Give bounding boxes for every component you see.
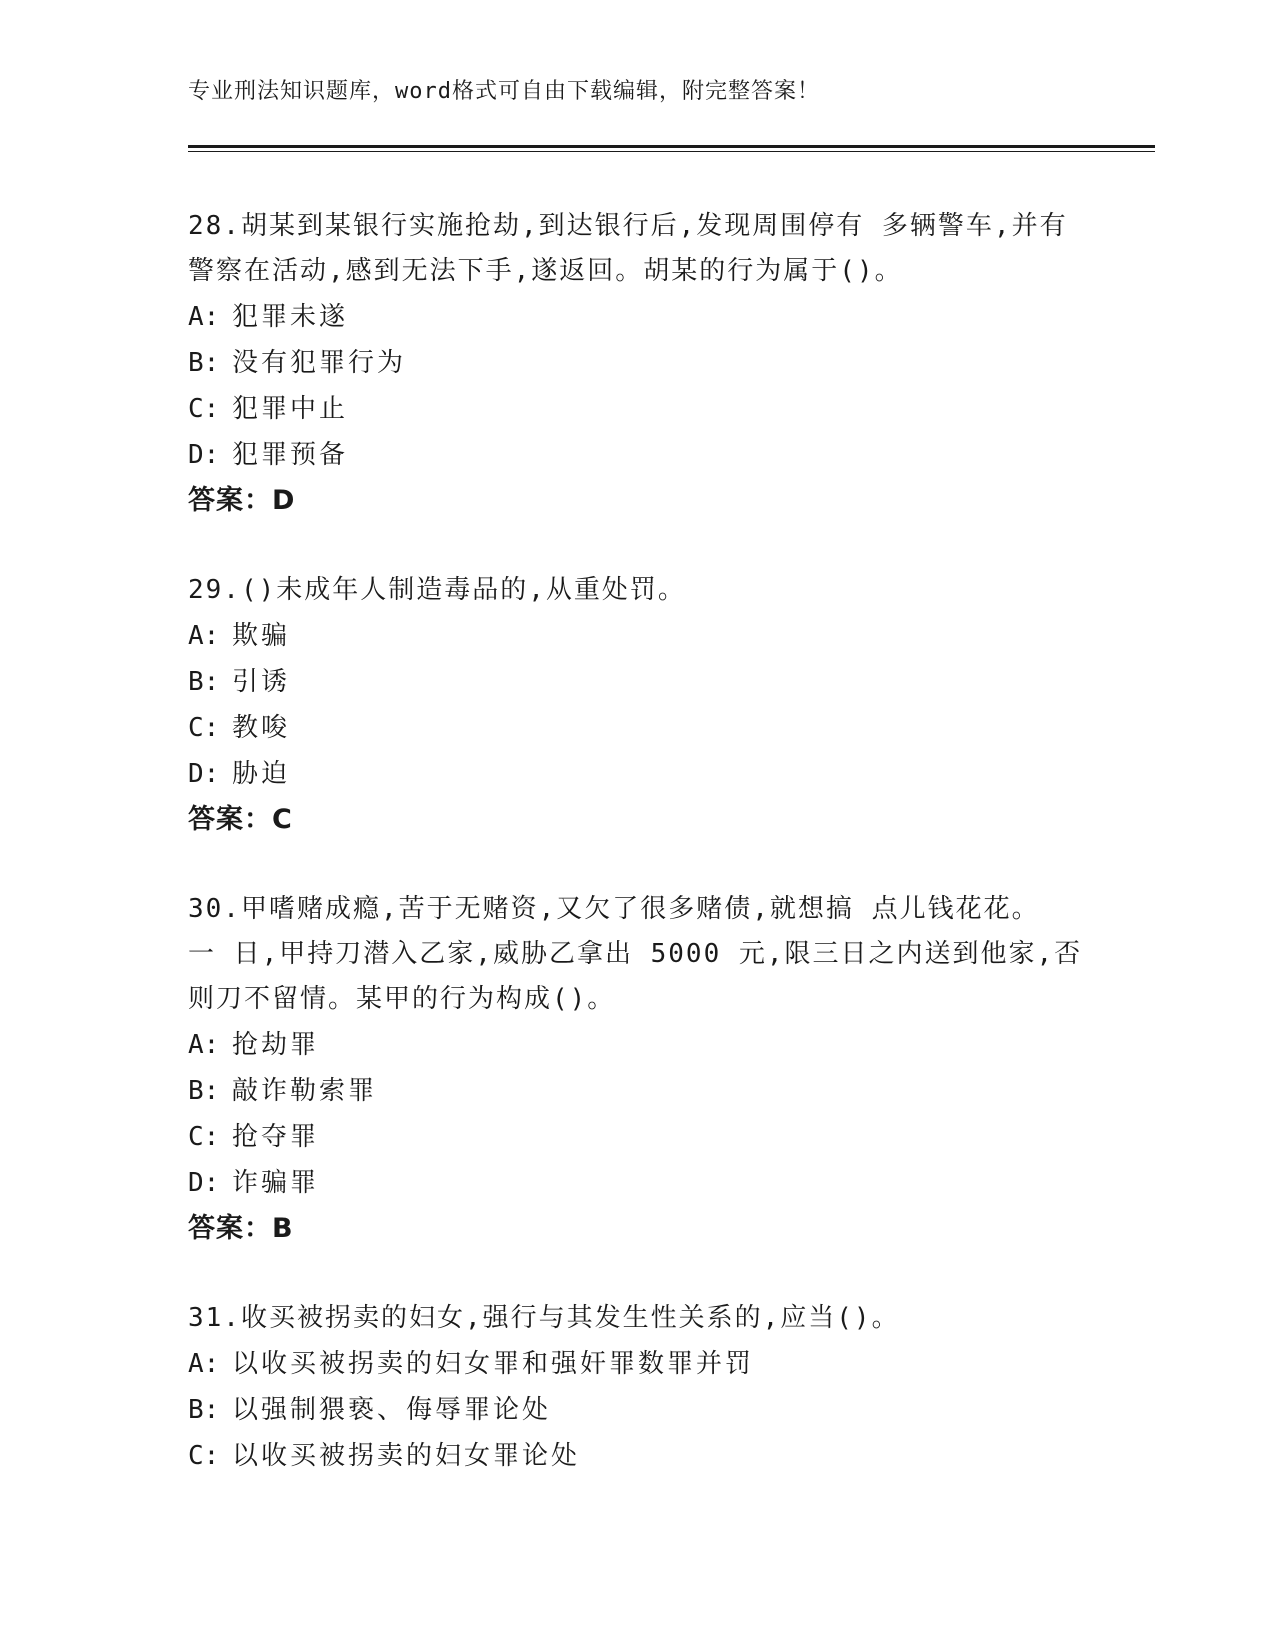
question-text: 30.甲嗜赌成瘾,苦于无赌资,又欠了很多赌债,就想搞 点儿钱花花。 <box>188 894 1040 924</box>
answer-line: 答案：C <box>188 804 293 835</box>
option-letter: B: <box>188 348 220 378</box>
option-text: 以收买被拐卖的妇女罪论处 <box>232 1441 581 1471</box>
option-c <box>188 705 1088 751</box>
option-text: 抢夺罪 <box>232 1122 320 1152</box>
header-rule-thick <box>188 145 1155 148</box>
option-letter: C: <box>188 713 220 743</box>
page-header: 专业刑法知识题库，word格式可自由下载编辑，附完整答案！ <box>188 79 820 104</box>
option-c <box>188 1433 1088 1479</box>
option-letter: A: <box>188 1349 220 1379</box>
question-text: 警察在活动,感到无法下手,遂返回。胡某的行为属于()。 <box>188 256 903 286</box>
question-text: 29.()未成年人制造毒品的,从重处罚。 <box>188 575 686 605</box>
option-letter: C: <box>188 394 220 424</box>
question-text: 31.收买被拐卖的妇女,强行与其发生性关系的,应当()。 <box>188 1303 900 1333</box>
option-c <box>188 386 1088 432</box>
question-text: 28.胡某到某银行实施抢劫,到达银行后,发现周围停有 多辆警车,并有 <box>188 211 1068 241</box>
option-b <box>188 340 1088 386</box>
option-text: 敲诈勒索罪 <box>232 1076 378 1106</box>
question-list <box>188 204 1088 1523</box>
question-text: 一 日,甲持刀潜入乙家,威胁乙拿出 5000 元,限三日之内送到他家,否 <box>188 939 1083 969</box>
option-letter: A: <box>188 302 220 332</box>
option-d <box>188 432 1088 478</box>
question-30 <box>188 887 1088 1252</box>
option-text: 犯罪未遂 <box>232 302 349 332</box>
option-letter: C: <box>188 1122 220 1152</box>
option-letter: B: <box>188 1395 220 1425</box>
option-d <box>188 751 1088 797</box>
header-rule-thin <box>188 151 1155 152</box>
question-text: 则刀不留情。某甲的行为构成()。 <box>188 984 616 1014</box>
question-29 <box>188 568 1088 843</box>
option-b <box>188 659 1088 705</box>
question-31 <box>188 1296 1088 1479</box>
option-c <box>188 1114 1088 1160</box>
question-28 <box>188 204 1088 524</box>
option-a <box>188 1341 1088 1387</box>
option-letter: A: <box>188 1030 220 1060</box>
option-d <box>188 1160 1088 1206</box>
option-text: 犯罪预备 <box>232 440 349 470</box>
option-letter: A: <box>188 621 220 651</box>
option-letter: D: <box>188 1168 220 1198</box>
option-letter: B: <box>188 1076 220 1106</box>
option-text: 诈骗罪 <box>232 1168 320 1198</box>
answer-line: 答案：B <box>188 1213 294 1244</box>
option-text: 引诱 <box>232 667 291 697</box>
option-a <box>188 1022 1088 1068</box>
option-text: 胁迫 <box>232 759 291 789</box>
option-text: 没有犯罪行为 <box>232 348 407 378</box>
option-letter: D: <box>188 759 220 789</box>
option-text: 抢劫罪 <box>232 1030 320 1060</box>
option-a <box>188 294 1088 340</box>
option-b <box>188 1387 1088 1433</box>
option-text: 犯罪中止 <box>232 394 349 424</box>
option-letter: C: <box>188 1441 220 1471</box>
option-letter: B: <box>188 667 220 697</box>
option-text: 教唆 <box>232 713 291 743</box>
option-b <box>188 1068 1088 1114</box>
option-text: 欺骗 <box>232 621 291 651</box>
answer-line: 答案：D <box>188 485 296 516</box>
option-text: 以强制猥亵、侮辱罪论处 <box>232 1395 552 1425</box>
option-a <box>188 613 1088 659</box>
option-text: 以收买被拐卖的妇女罪和强奸罪数罪并罚 <box>232 1349 755 1379</box>
option-letter: D: <box>188 440 220 470</box>
